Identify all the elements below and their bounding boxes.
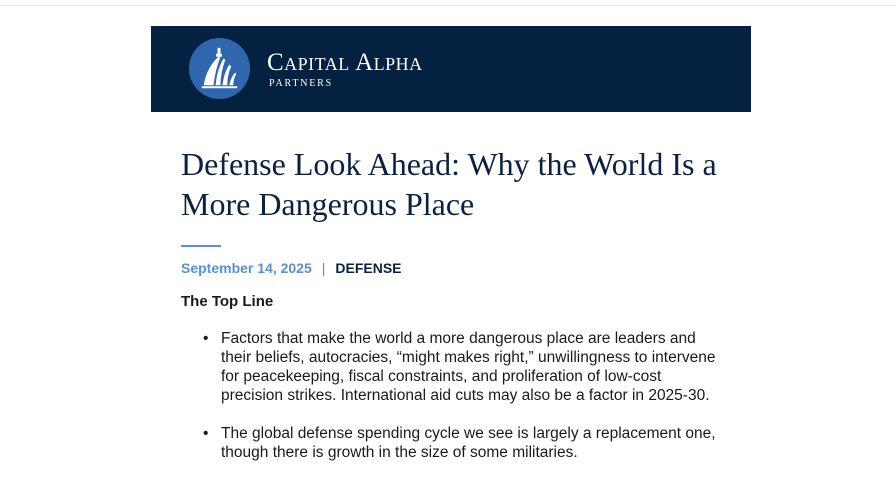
article-date: September 14, 2025	[181, 260, 312, 276]
article-topic: DEFENSE	[335, 260, 402, 276]
accent-divider	[181, 245, 221, 247]
article-meta	[181, 259, 402, 277]
section-heading: The Top Line	[181, 293, 274, 310]
bullet-marker: •	[203, 425, 209, 442]
bullet-list	[203, 329, 717, 481]
list-item	[203, 424, 717, 462]
bullet-text: The global defense spending cycle we see is largely a replacement one, though there is growth in the size of some militaries.	[221, 425, 716, 461]
top-divider	[0, 5, 896, 6]
bullet-marker: •	[203, 330, 209, 347]
list-item	[203, 329, 717, 405]
bullet-text: Factors that make the world a more dangerous place are leaders and their beliefs, autocracies, “might makes right,” unwillingness to intervene for peacekeeping, fiscal constraints, and proliferation of low-cost precision strikes. International aid cuts may also be a factor in 2025-30.	[221, 330, 716, 404]
brand-subtitle: PARTNERS	[269, 78, 334, 89]
meta-separator: |	[321, 260, 326, 276]
article-title: Defense Look Ahead: Why the World Is a More Dangerous Place	[181, 146, 717, 222]
brand-name: Capital Alpha	[267, 49, 423, 76]
header-banner	[151, 26, 751, 112]
capitol-dome-icon	[188, 37, 251, 100]
